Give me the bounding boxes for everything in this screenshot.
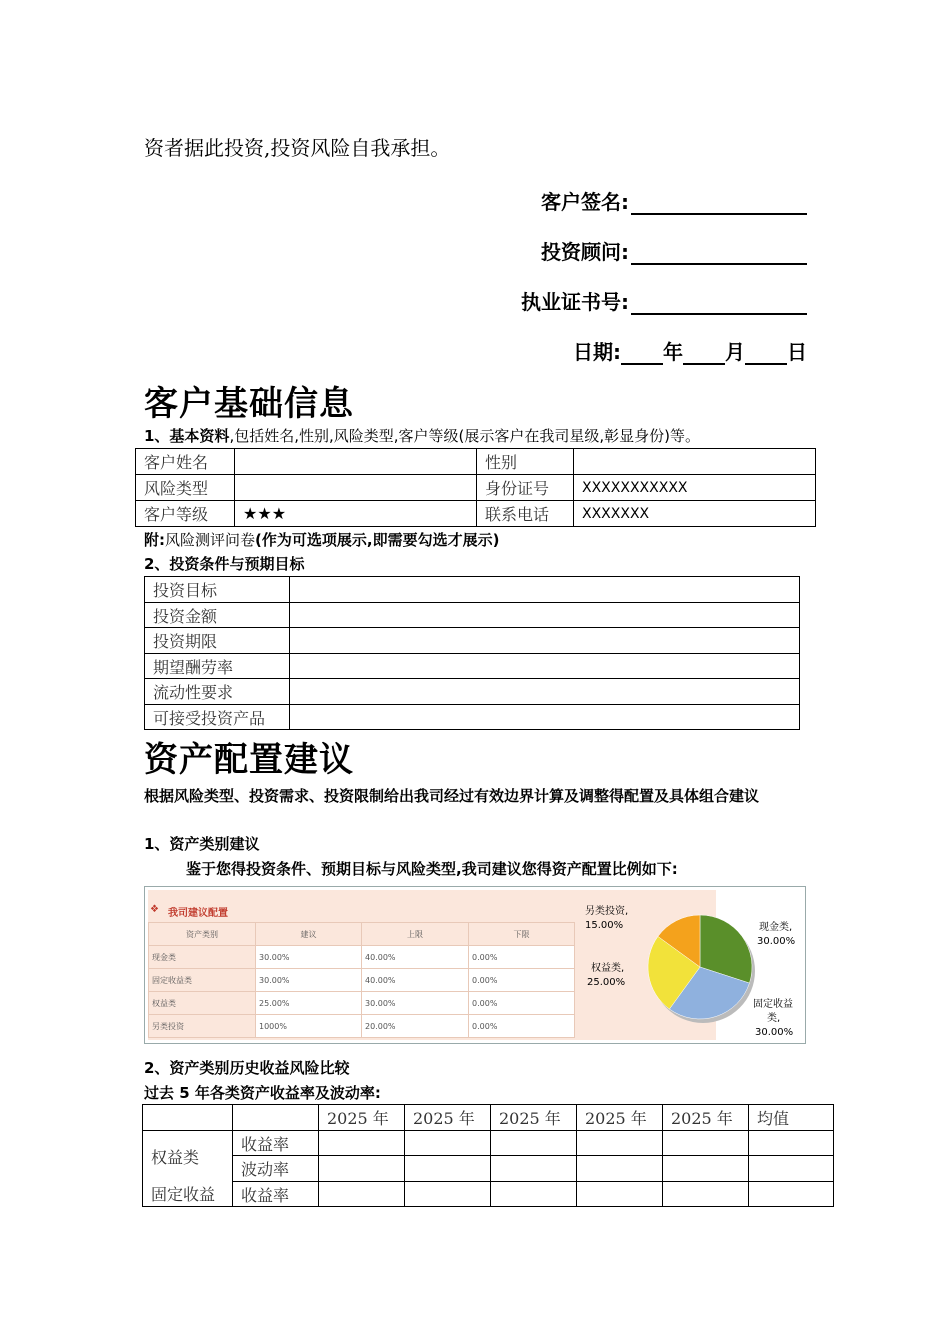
- alloc-header: 下限: [469, 923, 575, 946]
- cell-id-label: 身份证号: [477, 475, 574, 501]
- allocation-pie-chart: [575, 887, 805, 1043]
- cell-level-label: 客户等级: [136, 501, 235, 527]
- condition-label: 流动性要求: [145, 679, 290, 705]
- history-year-header: 2025 年: [663, 1105, 749, 1131]
- allocation-table: [148, 922, 575, 1038]
- condition-value[interactable]: [290, 654, 800, 679]
- year-label: 年: [663, 340, 683, 364]
- pie-pct-equity: 25.00%: [587, 977, 626, 988]
- advisor-row: [541, 236, 807, 265]
- basic-info-desc: 1、基本资料,包括姓名,性别,风险类型,客户等级(展示客户在我司星级,彰显身份)等。: [144, 427, 701, 445]
- alloc-cell: 0.00%: [469, 1015, 575, 1038]
- appendix-line: 附:风险测评问卷(作为可选项展示,即需要勾选才展示): [144, 531, 500, 549]
- alloc-cell: 1000%: [256, 1015, 362, 1038]
- pie-label-cash: 现金类,: [759, 922, 793, 933]
- cell-gender-label: 性别: [477, 449, 574, 475]
- history-metric-label: 波动率: [233, 1156, 319, 1182]
- allocation-panel: [144, 886, 806, 1044]
- basic-info-table: [135, 448, 816, 527]
- day-label: 日: [787, 340, 807, 364]
- alloc-cell: 现金类: [149, 946, 256, 969]
- section-heading-client-info: 客户基础信息: [144, 384, 354, 424]
- asset-class-desc: 鉴于您得投资条件、预期目标与风险类型,我司建议您得资产配置比例如下:: [186, 860, 678, 878]
- condition-value[interactable]: [290, 577, 800, 603]
- alloc-header: 上限: [362, 923, 469, 946]
- pie-label-fixed2: 类,: [767, 1013, 781, 1024]
- pie-pct-cash: 30.00%: [757, 936, 796, 947]
- condition-label: 可接受投资产品: [145, 705, 290, 730]
- asset-class-heading: 1、资产类别建议: [144, 835, 260, 853]
- history-table: [142, 1104, 834, 1207]
- intro-paragraph: 资者据此投资,投资风险自我承担。: [144, 136, 451, 160]
- alloc-cell: 40.00%: [362, 969, 469, 992]
- alloc-cell: 30.00%: [256, 946, 362, 969]
- condition-value[interactable]: [290, 628, 800, 654]
- alloc-cell: 40.00%: [362, 946, 469, 969]
- pie-label-equity: 权益类,: [591, 963, 625, 974]
- alloc-cell: 25.00%: [256, 992, 362, 1015]
- section-heading-allocation: 资产配置建议: [144, 740, 354, 780]
- history-year-header: 2025 年: [319, 1105, 405, 1131]
- alloc-cell: 另类投资: [149, 1015, 256, 1038]
- condition-value[interactable]: [290, 603, 800, 628]
- cell-risk-label: 风险类型: [136, 475, 235, 501]
- history-equity-label: 权益类: [143, 1131, 233, 1182]
- license-row: [521, 286, 807, 315]
- client-signature-label: 客户签名:: [541, 190, 629, 214]
- pie-label-fixed: 固定收益: [753, 999, 793, 1010]
- pie-slices: [648, 915, 755, 1023]
- alloc-cell: 0.00%: [469, 992, 575, 1015]
- cell-level-value: ★★★: [235, 501, 477, 527]
- condition-value[interactable]: [290, 705, 800, 730]
- cell-name-value[interactable]: [235, 449, 477, 475]
- cell-id-value[interactable]: XXXXXXXXXXX: [574, 475, 816, 501]
- cell-risk-value[interactable]: [235, 475, 477, 501]
- alloc-cell: 0.00%: [469, 969, 575, 992]
- alloc-cell: 固定收益类: [149, 969, 256, 992]
- cell-gender-value[interactable]: [574, 449, 816, 475]
- date-label: 日期:: [573, 340, 621, 364]
- pie-pct-other: 15.00%: [585, 920, 624, 931]
- alloc-cell: 20.00%: [362, 1015, 469, 1038]
- condition-value[interactable]: [290, 679, 800, 705]
- pie-label-other: 另类投资,: [585, 906, 629, 917]
- diamond-icon: ❖: [150, 904, 159, 915]
- conditions-heading: 2、投资条件与预期目标: [144, 555, 305, 573]
- alloc-cell: 权益类: [149, 992, 256, 1015]
- alloc-header: 资产类别: [149, 923, 256, 946]
- history-fixed-label: 固定收益: [143, 1182, 233, 1207]
- client-signature-row: [541, 186, 807, 215]
- date-row: [573, 336, 807, 365]
- license-label: 执业证书号:: [521, 290, 629, 314]
- condition-label: 投资期限: [145, 628, 290, 654]
- month-label: 月: [725, 340, 745, 364]
- history-year-header: 2025 年: [405, 1105, 491, 1131]
- history-year-header: 2025 年: [491, 1105, 577, 1131]
- history-year-header: 2025 年: [577, 1105, 663, 1131]
- condition-label: 投资金额: [145, 603, 290, 628]
- panel-title: 我司建议配置: [168, 908, 228, 919]
- cell-phone-value[interactable]: XXXXXXX: [574, 501, 816, 527]
- history-metric-label: 收益率: [233, 1131, 319, 1156]
- advisor-label: 投资顾问:: [541, 240, 629, 264]
- allocation-desc: 根据风险类型、投资需求、投资限制给出我司经过有效边界计算及调整得配置及具体组合建议: [144, 787, 760, 805]
- condition-label: 期望酬劳率: [145, 654, 290, 679]
- alloc-cell: 30.00%: [362, 992, 469, 1015]
- history-desc: 过去 5 年各类资产收益率及波动率:: [144, 1084, 381, 1102]
- cell-name-label: 客户姓名: [136, 449, 235, 475]
- history-heading: 2、资产类别历史收益风险比较: [144, 1059, 350, 1077]
- advisor-line: [631, 243, 807, 265]
- alloc-header: 建议: [256, 923, 362, 946]
- alloc-cell: 0.00%: [469, 946, 575, 969]
- client-signature-line: [631, 193, 807, 215]
- history-metric-label: 收益率: [233, 1182, 319, 1207]
- alloc-cell: 30.00%: [256, 969, 362, 992]
- cell-phone-label: 联系电话: [477, 501, 574, 527]
- condition-label: 投资目标: [145, 577, 290, 603]
- pie-pct-fixed: 30.00%: [755, 1027, 794, 1038]
- history-mean-header: 均值: [749, 1105, 834, 1131]
- license-line: [631, 293, 807, 315]
- conditions-table: [144, 576, 800, 730]
